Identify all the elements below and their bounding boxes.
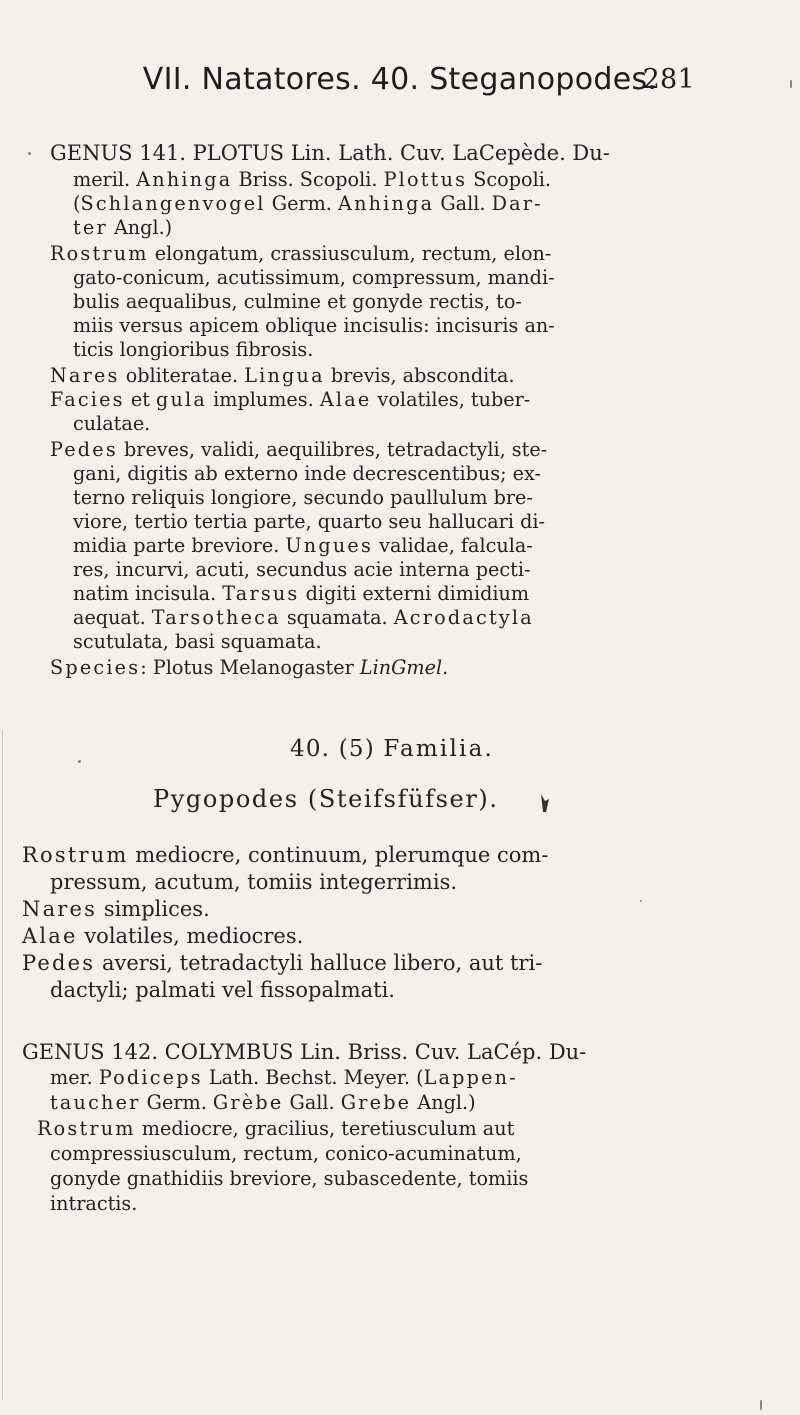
genus-142-synonyms-2: taucher Germ. Grèbe Gall. Grebe Angl.) (50, 1091, 476, 1114)
page-edge-shadow (2, 730, 3, 1400)
genus-142-synonyms-1: mer. Podiceps Lath. Bechst. Meyer. (Lappen- (50, 1066, 518, 1089)
family-nares: Nares simplices. (22, 897, 210, 921)
genus-141-synonyms-3: ter Angl.) (73, 216, 173, 239)
genus-141-text-line: scutulata, basi squamata. (73, 630, 322, 653)
genus-141-pedes: Pedes breves, validi, aequilibres, tetradactyli, ste- (50, 438, 548, 461)
genus-141-text-line: gani, digitis ab externo inde decrescentibus; ex- (73, 462, 541, 485)
genus-141-text-line: bulis aequalibus, culmine et gonyde rectis, to- (73, 290, 522, 313)
genus-141-text-line: ticis longioribus fibrosis. (73, 338, 314, 361)
genus-142-rostrum: Rostrum mediocre, gracilius, teretiusculum aut (37, 1117, 515, 1140)
header-title: VII. Natatores. 40. Steganopodes. (142, 62, 658, 97)
genus-142-heading: GENUS 142. COLYMBUS Lin. Briss. Cuv. LaCép. Du- (22, 1040, 587, 1064)
family-alae: Alae volatiles, mediocres. (22, 924, 304, 948)
page-number: 281 (642, 64, 695, 95)
genus-141-species: Species: Plotus Melanogaster LinGmel. (50, 656, 449, 679)
genus-142-text-line: intractis. (50, 1192, 138, 1215)
genus-141-text-line: miis versus apicem oblique incisulis: incisuris an- (73, 314, 555, 337)
genus-141-nares: Nares obliteratae. Lingua brevis, abscondita. (50, 364, 515, 387)
genus-141-rostrum: Rostrum elongatum, crassiusculum, rectum, elon- (50, 242, 552, 265)
genus-141-ungues: midia parte breviore. Ungues validae, falcula- (73, 534, 533, 557)
genus-141-text-line: culatae. (73, 412, 151, 435)
genus-141-synonyms-2: (Schlangenvogel Germ. Anhinga Gall. Dar- (73, 192, 543, 215)
genus-141-text-line: res, incurvi, acuti, secundus acie interna pecti- (73, 558, 531, 581)
genus-141-facies: Facies et gula implumes. Alae volatiles, tuber- (50, 388, 531, 411)
family-name: Pygopodes (Steifsfüfser). (153, 785, 499, 813)
genus-141-text-line: terno reliquis longiore, secundo paullulum bre- (73, 486, 533, 509)
genus-142-text-line: compressiusculum, rectum, conico-acuminatum, (50, 1142, 522, 1165)
family-rostrum: Rostrum mediocre, continuum, plerumque com- (22, 843, 549, 867)
genus-141-tarsotheca: aequat. Tarsotheca squamata. Acrodactyla (73, 606, 534, 629)
running-header (0, 62, 800, 97)
bird-ornament-icon (540, 793, 550, 813)
genus-142-text-line: gonyde gnathidiis breviore, subascedente, tomiis (50, 1167, 529, 1190)
genus-141-heading: GENUS 141. PLOTUS Lin. Lath. Cuv. LaCepède. Du- (50, 141, 610, 165)
family-text-line: dactyli; palmati vel fissopalmati. (50, 978, 395, 1002)
genus-141-text-line: gato-conicum, acutissimum, compressum, mandi- (73, 266, 555, 289)
family-text-line: pressum, acutum, tomiis integerrimis. (50, 870, 458, 894)
genus-141-text-line: viore, tertio tertia parte, quarto seu hallucari di- (73, 510, 545, 533)
genus-141-synonyms-1: meril. Anhinga Briss. Scopoli. Plottus Scopoli. (73, 168, 551, 191)
family-heading: 40. (5) Familia. (290, 736, 495, 762)
family-pedes: Pedes aversi, tetradactyli halluce libero, aut tri- (22, 951, 543, 975)
genus-141-tarsus: natim incisula. Tarsus digiti externi dimidium (73, 582, 530, 605)
